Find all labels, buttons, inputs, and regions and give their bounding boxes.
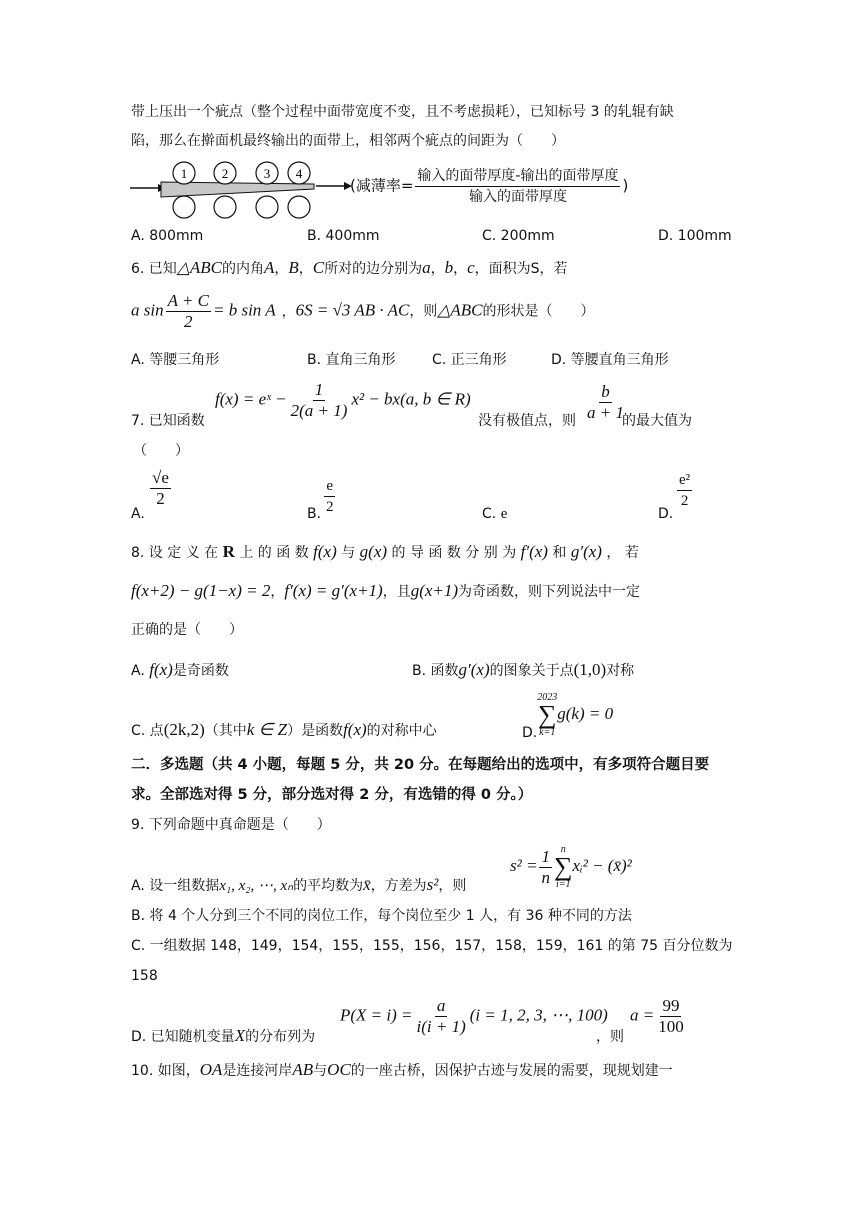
q8-option-c[interactable]: C. 点(2k,2)（其中k ∈ Z）是函数f(x)的对称中心	[131, 720, 437, 739]
intro-line-2: 陷，那么在擀面机最终输出的面带上，相邻两个疵点的间距为（ ）	[131, 133, 565, 149]
q9-option-c-line-1[interactable]: C. 一组数据 148，149，154，155，155，156，157，158，159，161 的第 75 百分位数为	[131, 938, 733, 954]
q9-option-d[interactable]: D. 已知随机变量X的分布列为	[131, 1026, 316, 1045]
q8-option-a[interactable]: A. f(x)是奇函数	[131, 660, 229, 679]
thinning-rate-formula	[350, 166, 628, 207]
q8-stem-line-2: f(x+2) − g(1−x) = 2，f′(x) = g′(x+1)，且g(x+1)为奇函数，则下列说法中一定	[131, 581, 641, 600]
q8-stem-line-1: 8. 设 定 义 在 R 上 的 函 数 f(x) 与 g(x) 的 导 函 数 分 别 为 f′(x) 和 g′(x) ， 若	[131, 542, 639, 561]
q6-eq1-den: 2	[184, 312, 193, 331]
q8-option-d[interactable]: D. 2023 ∑ k=1 g(k) = 0	[522, 692, 614, 741]
q8-option-b[interactable]: B. 函数g′(x)的图象关于点(1,0)对称	[412, 660, 635, 679]
q6-condition: a sin $\frac{A + C}{2}$ = b sin A ，6S = √3 AB · AC，则△ABC的形状是（ ）	[131, 291, 595, 331]
q6-stem: 6. 已知△ABC的内角A，B，C所对的边分别为a，b，c，面积为S，若	[131, 258, 568, 277]
q8-stem-line-3: 正确的是（ ）	[131, 622, 243, 638]
q10-stem: 10. 如图，OA是连接河岸AB与OC的一座古桥，因保护古迹与发展的需要，现规划建一	[131, 1060, 673, 1079]
q9-option-c-line-2: 158	[131, 968, 158, 984]
q7-option-d-value[interactable]: $\frac{\text{e²}}{2}$	[679, 472, 691, 509]
top-rollers	[173, 162, 310, 184]
q7-option-a-label[interactable]: A.	[131, 506, 145, 522]
intro-line-1: 带上压出一个疵点（整个过程中面带宽度不变，且不考虑损耗），已知标号 3 的轧辊有缺	[131, 104, 674, 120]
section-2-heading-line-1: 二．多选题（共 4 小题，每题 5 分，共 20 分。在每题给出的选项中，有多项符合题目要	[131, 757, 710, 773]
q6-option-d[interactable]: D. 等腰直角三角形	[551, 352, 669, 368]
q7-function: f(x) = eˣ − $\frac{1}{2(a + 1)}$ x² − bx(a, b ∈ R)	[215, 380, 471, 420]
q7-option-b-value[interactable]: $\frac{e}{2}$	[326, 478, 334, 515]
q9-option-b[interactable]: B. 将 4 个人分到三个不同的岗位工作，每个岗位至少 1 人，有 36 种不同的方法	[131, 908, 632, 924]
q5-option-c[interactable]: C. 200mm	[482, 228, 555, 244]
q7-option-c[interactable]: C. e	[482, 506, 508, 522]
q9-option-a[interactable]: A. 设一组数据x₁, x₂, ⋯, xₙ的平均数为x̄，方差为s²，则	[131, 875, 467, 894]
q9-distribution-formula: P(X = i) = $\frac{a}{i(i + 1)}$ (i = 1, 2, 3, ⋯, 100)	[340, 996, 608, 1036]
q7-ask: 的最大值为	[622, 413, 692, 429]
q5-option-b[interactable]: B. 400mm	[307, 228, 380, 244]
summation-sign: 2023 ∑ k=1	[537, 692, 558, 738]
q9-a-value: a = $\frac{99}{100}$	[630, 996, 684, 1036]
formula-prefix: (减薄率=	[350, 176, 414, 195]
formula-suffix: )	[622, 176, 629, 195]
section-2-heading-line-2: 求。全部选对得 5 分，部分选对得 2 分，有选错的得 0 分。）	[131, 787, 533, 803]
q5-option-a[interactable]: A. 800mm	[131, 228, 204, 244]
q7-condition: 没有极值点，则	[478, 413, 576, 429]
q7-prefix: 7. 已知函数	[131, 413, 205, 429]
formula-denominator: 输入的面带厚度	[468, 189, 567, 205]
formula-numerator: 输入的面带厚度-输出的面带厚度	[415, 166, 620, 187]
q9-option-d-then: ，则	[596, 1029, 624, 1045]
q9-stem: 9. 下列命题中真命题是（ ）	[131, 817, 331, 833]
roller-label-2: 2	[221, 166, 229, 181]
roller-label-1: 1	[180, 166, 188, 181]
q7-option-a-value[interactable]: $\frac{√e}{2}$	[152, 468, 169, 508]
q9-variance-formula: s² = $\frac{1}{n}$ n ∑ i=1 xᵢ² − (x̄)²	[510, 844, 632, 890]
q6-eq2: 6S = √3 AB · AC	[295, 300, 410, 320]
q6-eq1-right: = b sin A	[212, 300, 276, 320]
q6-option-c[interactable]: C. 正三角形	[432, 352, 507, 368]
q7-paren: （ ）	[133, 443, 189, 459]
bottom-rollers	[173, 196, 310, 218]
roller-diagram	[128, 160, 358, 220]
q7-option-d-label[interactable]: D.	[658, 506, 674, 522]
roller-label-4: 4	[295, 166, 303, 181]
q7-ratio: $\frac{b}{a + 1}$	[587, 382, 624, 422]
q6-option-a[interactable]: A. 等腰三角形	[131, 352, 220, 368]
q6-eq1-left: a sin	[131, 300, 164, 320]
q6-option-b[interactable]: B. 直角三角形	[307, 352, 396, 368]
roller-label-3: 3	[263, 166, 271, 181]
q6-eq1-num: A + C	[167, 291, 209, 310]
q5-option-d[interactable]: D. 100mm	[658, 228, 732, 244]
q7-option-b-label[interactable]: B.	[307, 506, 322, 522]
